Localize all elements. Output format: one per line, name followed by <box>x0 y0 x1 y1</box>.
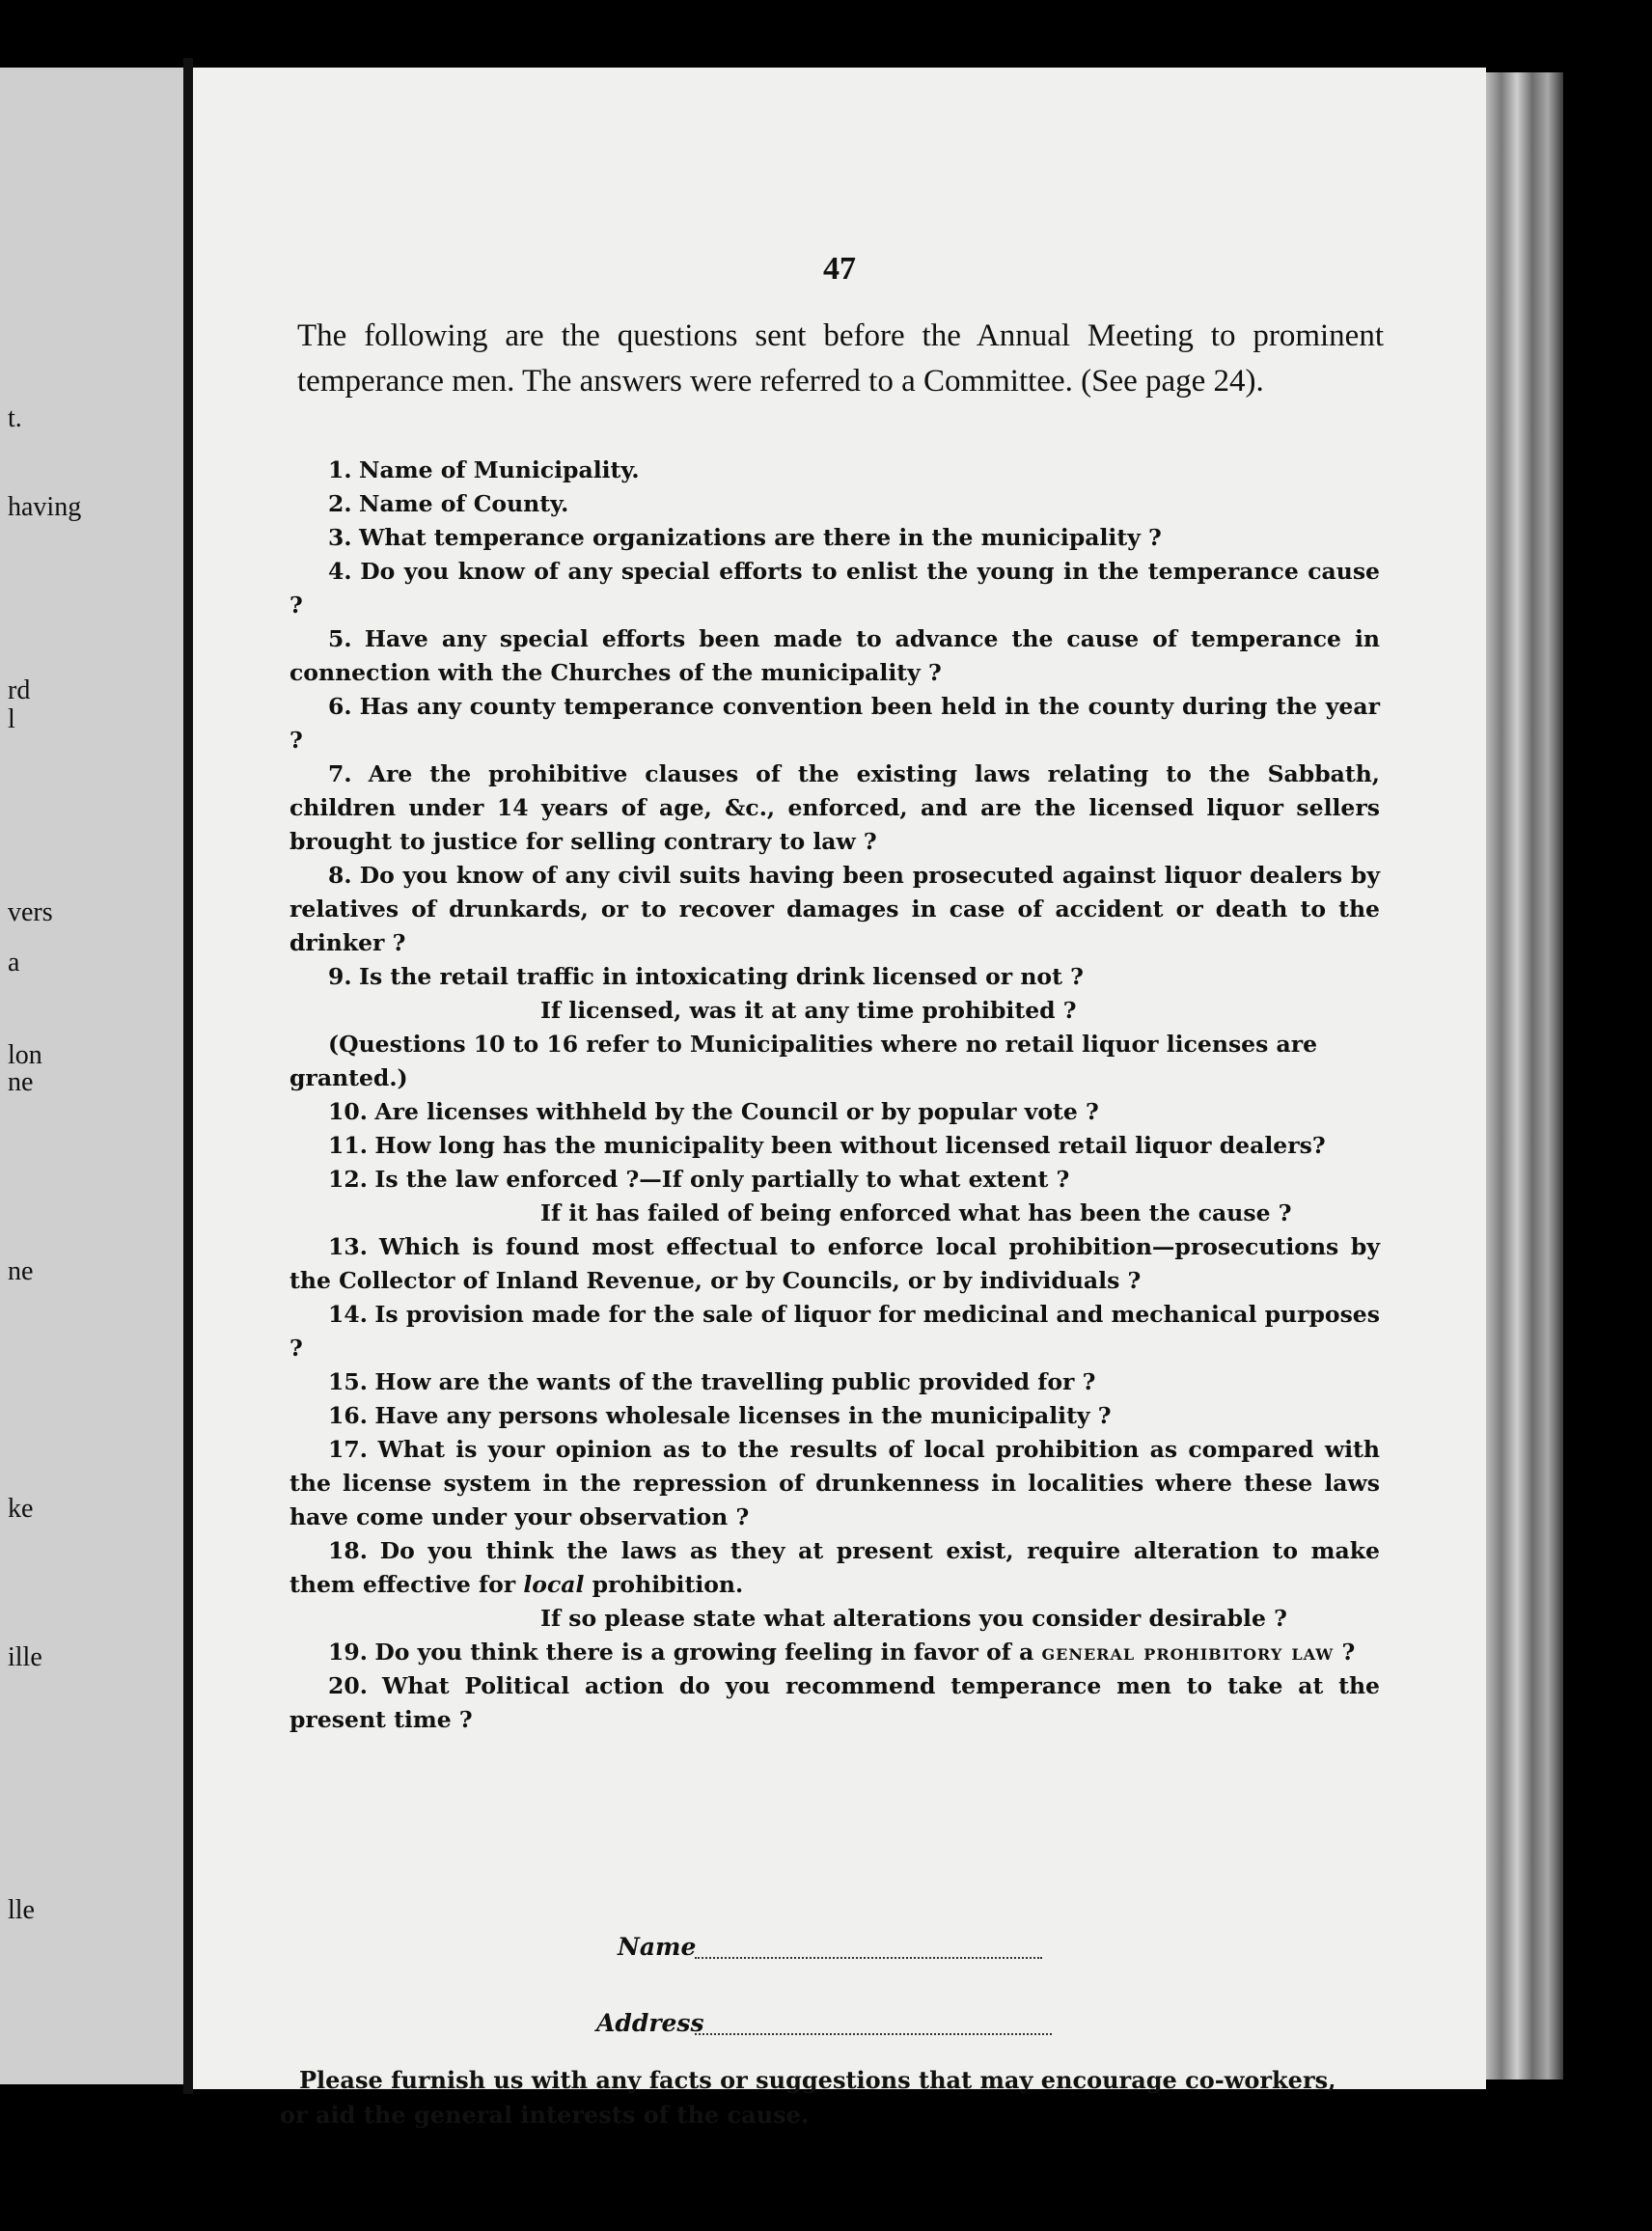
question: 1. Name of Municipality. <box>328 456 640 483</box>
document-page <box>193 68 1486 2129</box>
question: 11. How long has the municipality been without licensed retail liquor dealers? <box>328 1132 1326 1159</box>
question: 17. What is your opinion as to the results of local prohibition as compared with the license system in the repression of drunkenness in localities where these laws have come under your observation ? <box>289 1436 1380 1530</box>
closing-line: or aid the general interests of the cause. <box>280 2101 810 2129</box>
closing-line: Please furnish us with any facts or suggestions that may encourage co-workers, <box>299 2066 1336 2094</box>
question: 14. Is provision made for the sale of liquor for medicinal and mechanical purposes ? <box>289 1301 1380 1362</box>
question: 4. Do you know of any special efforts to enlist the young in the temperance cause ? <box>289 558 1380 619</box>
question: 20. What Political action do you recommend temperance men to take at the present time ? <box>289 1672 1380 1733</box>
facing-page-fragment: lle <box>8 1895 35 1925</box>
question: 2. Name of County. <box>328 490 569 517</box>
facing-page <box>0 68 183 2084</box>
question: 3. What temperance organizations are there in the municipality ? <box>328 524 1162 551</box>
question: 5. Have any special efforts been made to advance the cause of temperance in connection with the Churches of the municipality ? <box>289 625 1380 686</box>
facing-page-fragment: having <box>8 492 82 522</box>
facing-page-fragment: lon <box>8 1040 42 1070</box>
question: 18. Do you think the laws as they at present exist, require alteration to make them effective for local prohibition. <box>289 1537 1380 1598</box>
question: 16. Have any persons wholesale licenses in the municipality ? <box>328 1402 1112 1429</box>
name-label: Name <box>618 1933 697 1961</box>
facing-page-fragment: ke <box>8 1494 34 1524</box>
question: 6. Has any county temperance convention been held in the county during the year ? <box>289 693 1380 754</box>
facing-page-fragment: t. <box>8 403 22 433</box>
question: 10. Are licenses withheld by the Council or by popular vote ? <box>328 1098 1099 1125</box>
question: 12. Is the law enforced ?—If only partially to what extent ? <box>328 1166 1070 1193</box>
facing-page-fragment: l <box>8 704 15 734</box>
question-list <box>289 454 1380 1737</box>
question: 19. Do you think there is a growing feeling in favor of a general prohibitory law ? <box>328 1639 1356 1666</box>
question: 9. Is the retail traffic in intoxicating drink licensed or not ? <box>328 963 1084 990</box>
facing-page-fragment: a <box>8 948 20 978</box>
page-edges <box>1486 72 1563 2080</box>
question-subpart: If licensed, was it at any time prohibited ? <box>540 997 1077 1024</box>
name-line <box>695 1956 1042 1959</box>
closing-request <box>280 2063 1390 2133</box>
question-subpart: If so please state what alterations you consider desirable ? <box>540 1605 1287 1632</box>
facing-page-fragment: rd <box>8 675 31 705</box>
questions-note: (Questions 10 to 16 refer to Municipalities where no retail liquor licenses are granted.) <box>289 1031 1318 1091</box>
question: 13. Which is found most effectual to enforce local prohibition—prosecutions by the Collector of Inland Revenue, or by Councils, or by individuals ? <box>289 1233 1380 1294</box>
book-gutter <box>183 58 193 2094</box>
facing-page-fragment: ne <box>8 1256 34 1286</box>
page-number: 47 <box>823 251 856 287</box>
address-label: Address <box>596 2009 704 2037</box>
facing-page-fragment: vers <box>8 897 53 927</box>
question: 15. How are the wants of the travelling public provided for ? <box>328 1368 1096 1395</box>
question-subpart: If it has failed of being enforced what has been the cause ? <box>540 1199 1292 1226</box>
question: 7. Are the prohibitive clauses of the existing laws relating to the Sabbath, children under 14 years of age, &c., enforced, and are the licensed liquor sellers brought to justice for selling contrary to law ? <box>289 760 1380 855</box>
intro-paragraph: The following are the questions sent before the Annual Meeting to prominent temperance men. The answers were referred to a Committee. (See page 24). <box>297 318 1384 399</box>
address-line <box>695 2032 1052 2035</box>
question: 8. Do you know of any civil suits having been prosecuted against liquor dealers by relatives of drunkards, or to recover damages in case of accident or death to the drinker ? <box>289 862 1380 956</box>
facing-page-fragment: ille <box>8 1642 42 1672</box>
facing-page-fragment: ne <box>8 1067 34 1097</box>
